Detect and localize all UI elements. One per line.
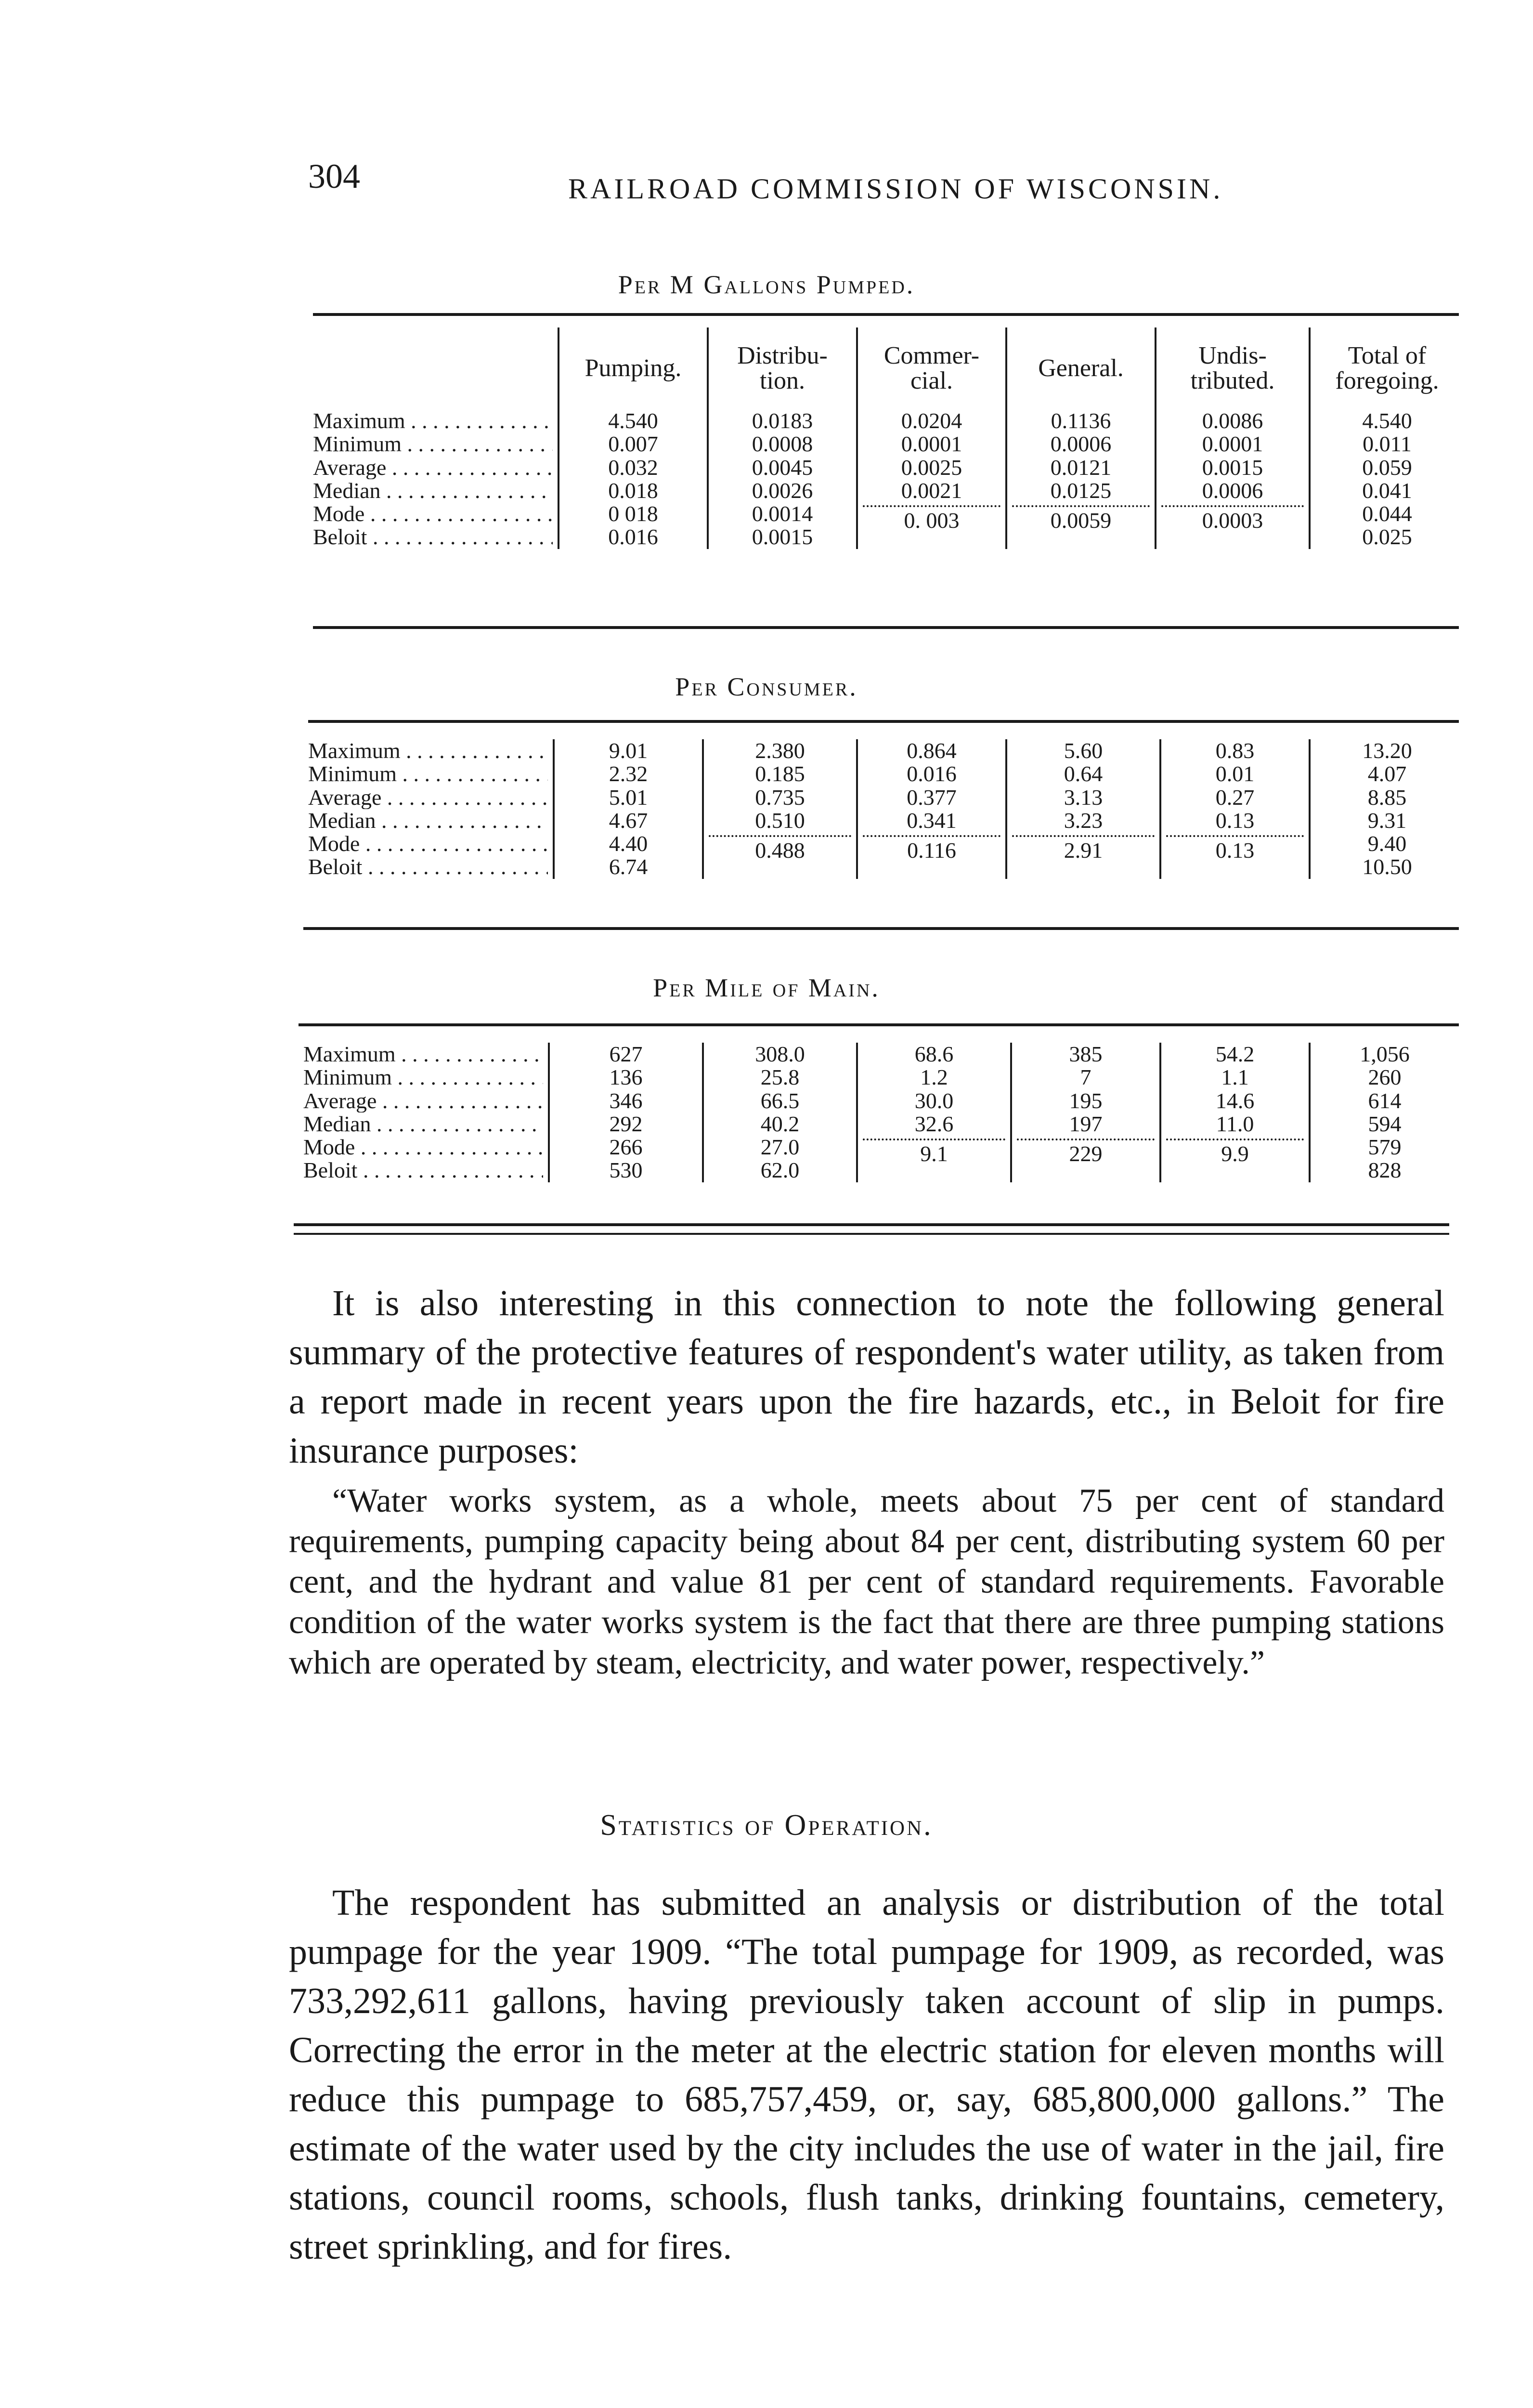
- row-label-average: Average . . .: [303, 1089, 543, 1112]
- cell: 3.13: [1064, 785, 1103, 810]
- col-distribution: Distribu- tion.: [708, 327, 857, 409]
- cell: 0.735: [755, 785, 805, 810]
- cell: 0.0204: [901, 408, 962, 433]
- paragraph: The respondent has submitted an analysis or distribution of the total pumpage for the year 1909. “The total pumpage for 1909, as recorded, was 733,292,611 gallons, having previously taken account of slip in pumps. Correcting the error in the meter at the electric station for eleven months will reduce this pumpage to 685,757,459, or, say, 685,800,000 gallons.” The estimate of the water used by the city includes the use of water in the jail, fire stations, council rooms, schools, flush tanks, drinking fountains, cemetery, street sprinkling, and for fires.: [289, 1883, 1444, 2267]
- row-label-average: Average . . .: [308, 786, 548, 809]
- table-top-rule: [308, 720, 1459, 723]
- cell: 0.007: [608, 432, 658, 457]
- cell: 4.40: [609, 831, 648, 856]
- cell: 0.83: [1215, 738, 1255, 763]
- cell: 197: [1069, 1111, 1103, 1136]
- table-row: [303, 739, 1464, 879]
- cell: 0.0026: [752, 478, 813, 503]
- cell-beloit: 229: [1017, 1139, 1155, 1165]
- cell: 0.018: [608, 478, 658, 503]
- cell: 27.0: [760, 1135, 800, 1160]
- cell: 0.0015: [1202, 455, 1263, 480]
- cell-beloit: 2.91: [1012, 835, 1155, 862]
- cell: 68.6: [914, 1042, 954, 1066]
- cell: 9.01: [609, 738, 648, 763]
- col-pumping-values: [554, 739, 703, 879]
- table-title: Per Consumer.: [675, 672, 858, 701]
- cell: 25.8: [760, 1065, 800, 1090]
- cell: 0.0006: [1202, 478, 1263, 503]
- cell-beloit: 0.0059: [1012, 505, 1150, 532]
- cell: 308.0: [755, 1042, 805, 1066]
- cell: 0.0001: [901, 432, 962, 457]
- cell: 0.864: [907, 738, 957, 763]
- table-header-row: [308, 327, 1464, 409]
- cell: 136: [609, 1065, 643, 1090]
- row-label-median: Median . . .: [313, 479, 553, 502]
- cell: 66.5: [760, 1088, 800, 1113]
- cell-beloit: 0.13: [1166, 835, 1304, 862]
- col-general-values: [1006, 739, 1160, 879]
- cell: 1.1: [1221, 1065, 1249, 1090]
- cell: 0.011: [1363, 432, 1412, 457]
- cell: 594: [1368, 1111, 1402, 1136]
- cell: 0.0121: [1050, 455, 1112, 480]
- cell: 1.2: [920, 1065, 948, 1090]
- row-labels: [308, 409, 559, 549]
- cell: 0.0086: [1202, 408, 1263, 433]
- row-label-maximum: Maximum . . .: [308, 739, 548, 762]
- col-commercial: Commer- cial.: [857, 327, 1006, 409]
- col-commercial-values: [857, 409, 1006, 549]
- cell: 0.1136: [1051, 408, 1111, 433]
- cell: 0.044: [1362, 501, 1412, 526]
- table-bottom-rule: [294, 1223, 1449, 1226]
- quoted-report: [289, 1481, 1444, 1683]
- row-label-mode: Mode . . .: [308, 832, 548, 855]
- cell: 2.32: [609, 761, 648, 786]
- cell: 266: [609, 1135, 643, 1160]
- col-total-values: [1310, 1043, 1459, 1182]
- cell: 195: [1069, 1088, 1103, 1113]
- cell: 828: [1368, 1158, 1402, 1183]
- row-label-minimum: Minimum . . .: [308, 762, 548, 785]
- table-row: [299, 1043, 1459, 1182]
- cell: 30.0: [914, 1088, 954, 1113]
- cell: 9.40: [1367, 831, 1407, 856]
- col-general-values: [1011, 1043, 1160, 1182]
- row-label-average: Average . . .: [313, 456, 553, 479]
- col-undistributed-values: [1156, 409, 1310, 549]
- per-consumer-table: [303, 739, 1464, 879]
- cell: 32.6: [914, 1111, 954, 1136]
- cell: 0 018: [608, 501, 658, 526]
- col-pumping-values: [549, 1043, 703, 1182]
- per-m-gallons-table: [308, 327, 1464, 549]
- cell: 0.0014: [752, 501, 813, 526]
- col-undistributed: Undis- tributed.: [1156, 327, 1310, 409]
- row-label-minimum: Minimum . . .: [303, 1066, 543, 1089]
- cell: 4.540: [608, 408, 658, 433]
- cell: 2.380: [755, 738, 805, 763]
- statistics-paragraph: [289, 1878, 1444, 2271]
- col-undistributed-values: [1160, 1043, 1310, 1182]
- cell: 0.016: [907, 761, 957, 786]
- cell: 54.2: [1215, 1042, 1255, 1066]
- cell: 13.20: [1362, 738, 1412, 763]
- cell-beloit: 9.1: [863, 1139, 1005, 1165]
- cell: 3.23: [1064, 808, 1103, 833]
- cell: 0.01: [1215, 761, 1255, 786]
- cell: 8.85: [1367, 785, 1407, 810]
- row-label-maximum: Maximum . . .: [313, 409, 553, 432]
- cell: 9.31: [1367, 808, 1407, 833]
- cell: 0.27: [1215, 785, 1255, 810]
- row-label-beloit: Beloit . . .: [303, 1159, 543, 1182]
- col-total: Total of foregoing.: [1310, 327, 1464, 409]
- cell: 579: [1368, 1135, 1402, 1160]
- col-commercial-values: [857, 1043, 1011, 1182]
- cell: 0.0021: [901, 478, 962, 503]
- cell: 0.510: [755, 808, 805, 833]
- row-label-minimum: Minimum . . .: [313, 432, 553, 456]
- cell: 260: [1368, 1065, 1402, 1090]
- cell: 0.13: [1215, 808, 1255, 833]
- cell: 530: [609, 1158, 643, 1183]
- stub-header: [308, 327, 559, 409]
- cell-beloit: 9.9: [1166, 1139, 1304, 1165]
- cell: 11.0: [1216, 1111, 1254, 1136]
- cell: 0.0008: [752, 432, 813, 457]
- cell: 0.185: [755, 761, 805, 786]
- cell: 0.64: [1064, 761, 1103, 786]
- cell: 0.032: [608, 455, 658, 480]
- row-label-maximum: Maximum . . .: [303, 1043, 543, 1066]
- row-label-median: Median . . .: [308, 809, 548, 832]
- cell: 0.377: [907, 785, 957, 810]
- table-top-rule: [313, 313, 1459, 316]
- cell: 0.016: [608, 524, 658, 550]
- row-label-mode: Mode . . .: [313, 502, 553, 525]
- cell: 4.07: [1367, 761, 1407, 786]
- row-label-mode: Mode . . .: [303, 1136, 543, 1159]
- col-undistributed-values: [1160, 739, 1310, 879]
- row-label-median: Median . . .: [303, 1112, 543, 1136]
- col-total-values: [1310, 739, 1464, 879]
- paragraph: It is also interesting in this connection to note the following general summary of the protective features of respondent's water utility, as taken from a report made in recent years upon the fire hazards, etc., in Beloit for fire insurance purposes:: [289, 1283, 1444, 1471]
- col-general: General.: [1006, 327, 1156, 409]
- cell: 0.059: [1362, 455, 1412, 480]
- col-pumping-values: [559, 409, 708, 549]
- cell-beloit: 0. 003: [863, 505, 1000, 532]
- col-distribution-values: [703, 739, 857, 879]
- cell-beloit: 0.488: [709, 835, 851, 862]
- cell: 0.0125: [1050, 478, 1112, 503]
- cell: 0.0015: [752, 524, 813, 550]
- cell: 292: [609, 1111, 643, 1136]
- col-general-values: [1006, 409, 1156, 549]
- per-mile-of-main-table: [299, 1043, 1459, 1182]
- col-distribution-values: [703, 1043, 857, 1182]
- table-title: Per Mile of Main.: [653, 973, 880, 1002]
- cell: 385: [1069, 1042, 1103, 1066]
- table-row: [308, 409, 1464, 549]
- running-head: RAILROAD COMMISSION OF WISCONSIN.: [568, 173, 1223, 205]
- table-double-rule: [294, 1233, 1449, 1235]
- cell: 0.0025: [901, 455, 962, 480]
- cell: 0.041: [1362, 478, 1412, 503]
- table-bottom-rule: [313, 626, 1459, 629]
- cell: 346: [609, 1088, 643, 1113]
- cell: 0.0001: [1202, 432, 1263, 457]
- cell: 0.341: [907, 808, 957, 833]
- quote-paragraph: “Water works system, as a whole, meets about 75 per cent of standard requirements, pumping capacity being about 84 per cent, distributing system 60 per cent, and the hydrant and value 81 per cent of standard requirements. Favorable condition of the water works system is the fact that there are three pumping stations which are operated by steam, electricity, and water power, respectively.”: [289, 1482, 1444, 1681]
- cell: 0.0045: [752, 455, 813, 480]
- cell: 5.01: [609, 785, 648, 810]
- col-distribution-values: [708, 409, 857, 549]
- cell: 0.0183: [752, 408, 813, 433]
- row-labels: [303, 739, 554, 879]
- row-label-beloit: Beloit . . .: [308, 855, 548, 878]
- cell: 62.0: [760, 1158, 800, 1183]
- summary-paragraph: [289, 1279, 1444, 1475]
- cell: 4.67: [609, 808, 648, 833]
- col-total-values: [1310, 409, 1464, 549]
- row-label-beloit: Beloit . . .: [313, 525, 553, 549]
- cell: 0.025: [1362, 524, 1412, 550]
- cell: 614: [1368, 1088, 1402, 1113]
- cell-beloit: 0.116: [863, 835, 1000, 862]
- table-top-rule: [299, 1023, 1459, 1026]
- cell: 6.74: [609, 854, 648, 879]
- section-title: Statistics of Operation.: [600, 1809, 933, 1842]
- cell: 7: [1080, 1065, 1091, 1090]
- cell: 5.60: [1064, 738, 1103, 763]
- table-bottom-rule: [303, 927, 1459, 930]
- page-number: 304: [308, 157, 360, 196]
- cell: 10.50: [1362, 854, 1412, 879]
- cell: 1,056: [1360, 1042, 1410, 1066]
- col-pumping: Pumping.: [559, 327, 708, 409]
- cell: 4.540: [1362, 408, 1412, 433]
- table-title: Per M Gallons Pumped.: [618, 270, 915, 299]
- cell-beloit: 0.0003: [1161, 505, 1304, 532]
- col-commercial-values: [857, 739, 1006, 879]
- row-labels: [299, 1043, 549, 1182]
- cell: 14.6: [1215, 1088, 1255, 1113]
- cell: 40.2: [760, 1111, 800, 1136]
- cell: 0.0006: [1050, 432, 1112, 457]
- cell: 627: [609, 1042, 643, 1066]
